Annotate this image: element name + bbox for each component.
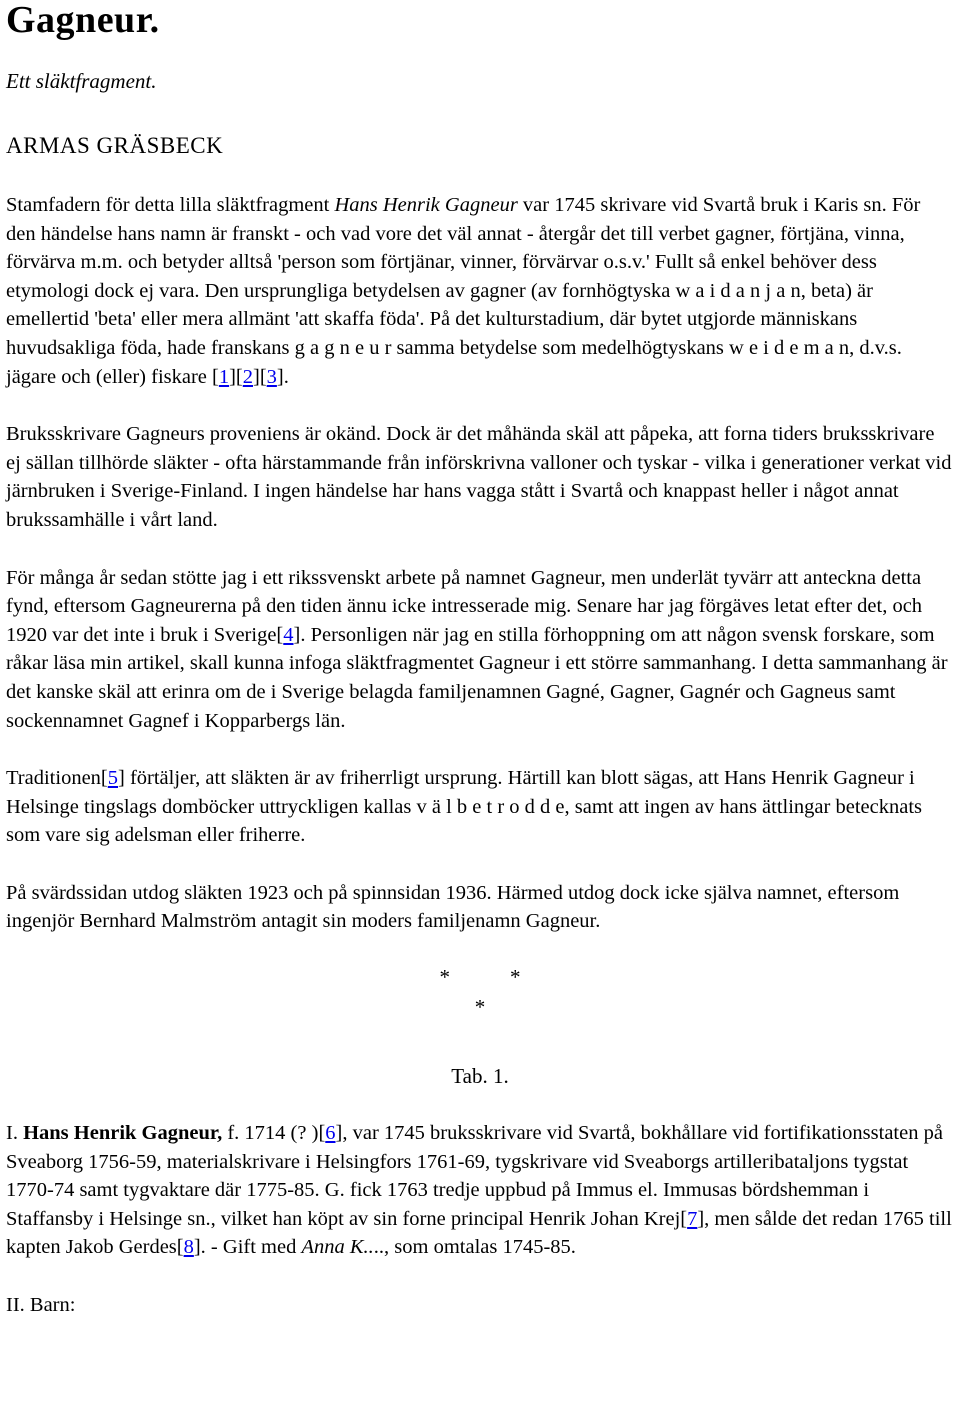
p4-text-b: ] förtäljer, att släkten är av friherrligt ursprung. Härtill kan blott sägas, att Hans Henrik Gagneur i Helsinge tingslags domböcker uttryckligen kallas v ä l b e t r o d d e, samt att ingen av hans ättlingar betecknats som vare sig adelsman eller friherre.: [6, 767, 922, 847]
children-heading: II. Barn:: [6, 1294, 76, 1317]
paragraph-1: Stamfadern för detta lilla släktfragment Hans Henrik Gagneur var 1745 skrivare vid Svartå bruk i Karis sn. För den händelse hans namn är franskt - och vad vore det väl annat - återgår det till verbet gagner, förtjäna, vinna, förvärva m.m. och betyder alltså 'person som förtjänar, vinner, förvärvar o.s.v.' Fullt så enkel behöver dess etymologi dock ej vara. Den ursprungliga betydelsen av gagner (av fornhögtyska w a i d a n j a n, beta) är emellertid 'beta' eller mera allmänt 'att skaffa föda'. På det kulturstadium, där bytet utgjorde människans huvudsakliga föda, hade franskans g a g n e u r samma betydelse som medelhögtyskans w e i d e m a n, d.v.s. jägare och (eller) fiskare [1][2][3].: [6, 194, 921, 388]
entry-name: Hans Henrik Gagneur,: [23, 1122, 223, 1145]
divider-star: *: [510, 965, 521, 990]
footnote-link-4[interactable]: 4: [283, 623, 294, 646]
subtitle: Ett släktfragment.: [6, 69, 157, 93]
footnote-link-7[interactable]: 7: [687, 1207, 698, 1230]
p3-text-a: För många år sedan stötte jag i ett rikssvenskt arbete på namnet Gagneur, men underlät tyvärr att anteckna detta fynd, eftersom Gagneurerna på den tiden ännu icke intresserade mig. Senare har jag förgäves letat efter det, och 1920 var det inte i bruk i Sverige[: [6, 566, 923, 646]
paragraph-4: [6, 764, 954, 850]
author: ARMAS GRÄSBECK: [6, 133, 224, 158]
page-title: Gagneur.: [6, 0, 160, 41]
footnote-link-5[interactable]: 5: [107, 767, 118, 790]
p1-text-b: var 1745 skrivare vid Svartå bruk i Karis sn. För den händelse hans namn är franskt - och vad vore det väl annat - återgår det till verbet gagner, förtjäna, vinna, förvärva m.m. och betyder alltså 'person som förtjänar, vinner, förvärvar o.s.v.' Fullt så enkel behöver dess etymologi dock ej vara. Den ursprungliga betydelsen av gagner (av fornhögtyska w a i d a n j a n, beta) är emellertid 'beta' eller mera allmänt 'att skaffa föda'. På det kulturstadium, där bytet utgjorde människans huvudsakliga föda, hade franskans g a g n e u r samma betydelse som medelhögtyskans w e i d e m a n, d.v.s. jägare och (eller) fiskare [: [6, 194, 921, 388]
footnote-link-2[interactable]: 2: [242, 365, 253, 388]
section-divider: [6, 962, 954, 1022]
footnote-link-1[interactable]: 1: [218, 365, 230, 388]
entry-text-a: f. 1714 (? )[: [222, 1122, 326, 1145]
entry-text-d: ]. - Gift med: [193, 1236, 302, 1259]
table-heading: Tab. 1.: [451, 1064, 509, 1089]
entry-text-e: .., som omtalas 1745-85.: [373, 1236, 576, 1259]
p1-text-end: ].: [276, 365, 289, 388]
entry-paragraph: [6, 1119, 954, 1262]
p1-text-a: Stamfadern för detta lilla släktfragment: [6, 194, 335, 216]
p3-text-b: ]. Personligen när jag en stilla förhoppning om att någon svensk forskare, som råkar läsa min artikel, skall kunna infoga släktfragmentet Gagneur i ett större sammanhang. I detta sammanhang är det kanske skäl att erinra om de i Sverige belagda familjenamnen Gagné, Gagner, Gagnér och Gagneus samt sockennamnet Gagnef i Kopparbergs län.: [6, 623, 948, 732]
entry-text-b: ], var 1745 bruksskrivare vid Svartå, bokhållare vid fortifikationsstaten på Sveaborg 1756-59, materialskrivare i Helsingfors 1761-69, tygskrivare vid Sveaborgs artilleribataljons tygstat 1770-74 samt tygvaktare där 1775-85. G. fick 1763 tredje uppbud på Immus el. Immusas bördshemman i Staffansby i Helsinge sn., vilket han köpt av sin forne principal Henrik Johan Krej[: [6, 1122, 943, 1230]
p1-name: Hans Henrik Gagneur: [334, 194, 518, 216]
entry-number: I.: [6, 1122, 24, 1145]
footnote-link-6[interactable]: 6: [325, 1122, 336, 1145]
footnote-link-8[interactable]: 8: [183, 1236, 194, 1259]
divider-star: *: [439, 965, 450, 990]
entry-wife: Anna K..: [301, 1236, 374, 1259]
p4-text-a: Traditionen[: [6, 767, 108, 790]
paragraph-3: [6, 564, 954, 736]
footnote-link-3[interactable]: 3: [266, 365, 277, 388]
divider-star: *: [474, 995, 486, 1020]
entry-text-c: ], men sålde det redan 1765 till kapten Jakob Gerdes[: [6, 1207, 952, 1259]
paragraph-2: Bruksskrivare Gagneurs proveniens är okänd. Dock är det måhända skäl att påpeka, att forna tiders bruksskrivare ej sällan tillhörde släkter - ofta härstammande från införskrivna valloner och tyskar - vilka i generationer verkat vid järnbruken i Sverige-Finland. I ingen händelse har hans vagga stått i Svartå och knappast heller i något annat brukssamhälle i vårt land.: [6, 423, 952, 531]
paragraph-5: På svärdssidan utdog släkten 1923 och på spinnsidan 1936. Härmed utdog dock icke själva namnet, eftersom ingenjör Bernhard Malmström antagit sin moders familjenamn Gagneur.: [6, 881, 900, 933]
